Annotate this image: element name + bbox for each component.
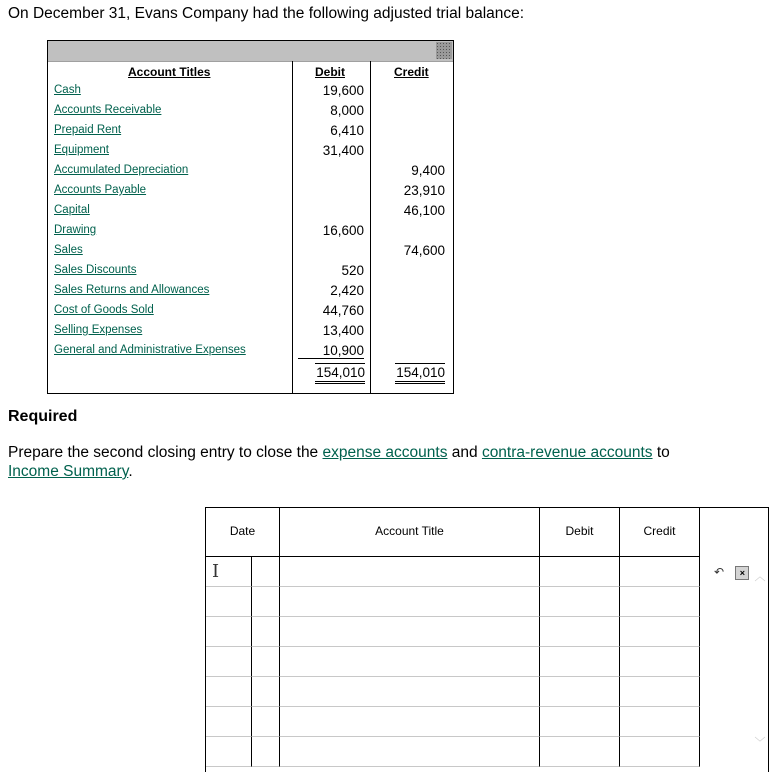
instruction-part: Prepare the second closing entry to close the xyxy=(8,444,323,461)
account-link[interactable]: Sales Returns and Allowances xyxy=(54,284,210,296)
table-row xyxy=(48,241,453,261)
total-credit: 154,010 xyxy=(395,363,445,384)
table-row xyxy=(48,221,453,241)
debit-cell[interactable] xyxy=(540,557,620,587)
required-heading: Required xyxy=(8,408,78,425)
debit-cell[interactable] xyxy=(540,707,620,737)
date-month-cell[interactable] xyxy=(206,737,252,767)
row-tools xyxy=(714,565,749,580)
total-debit: 154,010 xyxy=(315,363,365,384)
income-summary-link[interactable]: Income Summary xyxy=(8,463,129,480)
journal-header-date: Date xyxy=(206,508,280,556)
table-row xyxy=(48,281,453,301)
date-month-cell[interactable] xyxy=(206,647,252,677)
instruction-text xyxy=(8,443,708,481)
date-month-cell[interactable] xyxy=(206,557,252,587)
debit-value: 19,600 xyxy=(322,83,364,98)
contra-revenue-accounts-link[interactable]: contra-revenue accounts xyxy=(481,444,653,461)
date-day-cell[interactable] xyxy=(252,587,280,617)
journal-header-account-title: Account Title xyxy=(280,508,540,556)
credit-cell[interactable] xyxy=(620,737,700,767)
account-link[interactable]: Cash xyxy=(54,84,81,96)
text-cursor: I xyxy=(212,561,220,582)
account-title-cell[interactable] xyxy=(280,677,540,707)
debit-value: 16,600 xyxy=(322,223,364,238)
account-link[interactable]: Equipment xyxy=(54,144,109,156)
debit-value: 2,420 xyxy=(330,283,364,298)
debit-value: 520 xyxy=(341,263,364,278)
account-link[interactable]: Sales Discounts xyxy=(54,264,137,276)
credit-cell[interactable] xyxy=(620,617,700,647)
table-row xyxy=(48,201,453,221)
account-title-cell[interactable] xyxy=(280,707,540,737)
credit-value: 9,400 xyxy=(411,163,445,178)
debit-value: 8,000 xyxy=(330,103,364,118)
table-row xyxy=(48,101,453,121)
date-month-cell[interactable] xyxy=(206,677,252,707)
trial-balance-table xyxy=(47,40,454,394)
scroll-up-icon[interactable]: ︿ xyxy=(754,571,766,583)
account-link[interactable]: Sales xyxy=(54,244,83,256)
table-row xyxy=(48,321,453,341)
date-day-cell[interactable] xyxy=(252,737,280,767)
table-row xyxy=(48,141,453,161)
date-day-cell[interactable] xyxy=(252,707,280,737)
debit-cell[interactable] xyxy=(540,617,620,647)
header-account-titles: Account Titles xyxy=(128,65,211,79)
undo-icon[interactable]: ↶ xyxy=(714,565,725,579)
account-title-cell[interactable] xyxy=(280,737,540,767)
debit-value: 6,410 xyxy=(330,123,364,138)
credit-cell[interactable] xyxy=(620,647,700,677)
table-titlebar xyxy=(48,41,453,62)
account-title-cell[interactable] xyxy=(280,647,540,677)
date-day-cell[interactable] xyxy=(252,677,280,707)
header-debit: Debit xyxy=(315,65,345,79)
debit-value: 13,400 xyxy=(322,323,364,338)
account-link[interactable]: Capital xyxy=(54,204,90,216)
table-row xyxy=(48,81,453,101)
account-link[interactable]: Cost of Goods Sold xyxy=(54,304,154,316)
account-title-cell[interactable] xyxy=(280,587,540,617)
scroll-down-icon[interactable]: ﹀ xyxy=(754,737,766,749)
account-link[interactable]: Accumulated Depreciation xyxy=(54,164,189,176)
credit-value: 74,600 xyxy=(403,243,445,258)
debit-value: 44,760 xyxy=(322,303,364,318)
instruction-part: to xyxy=(652,444,670,461)
resize-grip-icon[interactable] xyxy=(436,42,452,59)
account-title-cell[interactable] xyxy=(280,557,540,587)
account-link[interactable]: Drawing xyxy=(54,224,97,236)
journal-header-credit: Credit xyxy=(620,508,700,556)
credit-value: 23,910 xyxy=(403,183,445,198)
instruction-part: . xyxy=(128,463,133,480)
date-day-cell[interactable] xyxy=(252,557,280,587)
credit-value: 46,100 xyxy=(403,203,445,218)
date-month-cell[interactable] xyxy=(206,707,252,737)
expense-accounts-link[interactable]: expense accounts xyxy=(322,444,448,461)
date-day-cell[interactable] xyxy=(252,617,280,647)
table-row xyxy=(48,301,453,321)
table-row xyxy=(48,261,453,281)
table-row xyxy=(48,161,453,181)
table-row xyxy=(48,341,453,361)
debit-cell[interactable] xyxy=(540,677,620,707)
debit-value: 31,400 xyxy=(322,143,364,158)
intro-text: On December 31, Evans Company had the following adjusted trial balance: xyxy=(8,5,525,22)
debit-cell[interactable] xyxy=(540,647,620,677)
credit-cell[interactable] xyxy=(620,707,700,737)
account-link[interactable]: Accounts Receivable xyxy=(54,104,162,116)
table-row xyxy=(48,121,453,141)
account-link[interactable]: Selling Expenses xyxy=(54,324,143,336)
debit-cell[interactable] xyxy=(540,587,620,617)
instruction-part: and xyxy=(447,444,482,461)
header-credit: Credit xyxy=(394,65,429,79)
account-link[interactable]: General and Administrative Expenses xyxy=(54,344,246,356)
credit-cell[interactable] xyxy=(620,677,700,707)
account-title-cell[interactable] xyxy=(280,617,540,647)
debit-value: 10,900 xyxy=(298,343,364,359)
close-icon[interactable]: × xyxy=(735,566,749,580)
date-month-cell[interactable] xyxy=(206,587,252,617)
journal-entry-table xyxy=(205,507,769,772)
table-row xyxy=(48,181,453,201)
date-month-cell[interactable] xyxy=(206,617,252,647)
credit-cell[interactable] xyxy=(620,557,700,587)
account-link[interactable]: Accounts Payable xyxy=(54,184,147,196)
credit-cell[interactable] xyxy=(620,587,700,617)
debit-cell[interactable] xyxy=(540,737,620,767)
account-link[interactable]: Prepaid Rent xyxy=(54,124,122,136)
journal-header-debit: Debit xyxy=(540,508,620,556)
date-day-cell[interactable] xyxy=(252,647,280,677)
